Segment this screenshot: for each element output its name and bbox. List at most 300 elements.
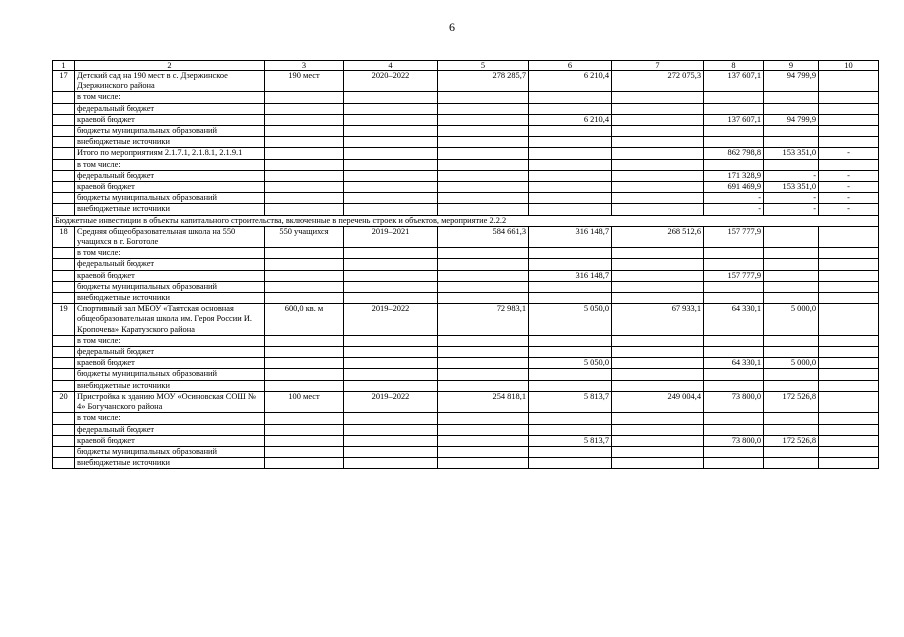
- table-row: [53, 281, 879, 292]
- table-cell: [265, 148, 344, 159]
- table-cell: [612, 335, 704, 346]
- table-cell: [819, 435, 879, 446]
- table-cell: [265, 259, 344, 270]
- table-cell: [764, 424, 819, 435]
- table-cell: [612, 281, 704, 292]
- table-cell: [265, 182, 344, 193]
- table-cell: 2019–2022: [344, 304, 438, 336]
- table-cell: [265, 137, 344, 148]
- table-cell: [53, 270, 75, 281]
- table-cell: краевой бюджет: [75, 435, 265, 446]
- table-cell: 691 469,9: [704, 182, 764, 193]
- table-cell: [704, 159, 764, 170]
- table-cell: бюджеты муниципальных образований: [75, 193, 265, 204]
- table-cell: [265, 424, 344, 435]
- table-cell: [529, 413, 612, 424]
- table-row: [53, 347, 879, 358]
- table-cell: 272 075,3: [612, 71, 704, 92]
- table-cell: -: [704, 204, 764, 215]
- table-cell: [53, 259, 75, 270]
- table-cell: [819, 259, 879, 270]
- table-cell: [819, 304, 879, 336]
- table-cell: 278 285,7: [438, 71, 529, 92]
- table-cell: [53, 446, 75, 457]
- table-cell: [438, 458, 529, 469]
- table-cell: [265, 358, 344, 369]
- table-cell: [529, 293, 612, 304]
- table-cell: [344, 369, 438, 380]
- table-cell: [53, 137, 75, 148]
- table-cell: [819, 92, 879, 103]
- table-cell: [764, 369, 819, 380]
- table-cell: [764, 126, 819, 137]
- table-cell: 137 607,1: [704, 114, 764, 125]
- table-cell: 94 799,9: [764, 114, 819, 125]
- table-cell: [764, 137, 819, 148]
- table-cell: [438, 413, 529, 424]
- table-cell: [265, 114, 344, 125]
- table-cell: [344, 424, 438, 435]
- table-cell: [704, 335, 764, 346]
- table-cell: 2020–2022: [344, 71, 438, 92]
- table-cell: Средняя общеобразовательная школа на 550 учащихся в г. Боготоле: [75, 226, 265, 247]
- table-cell: [529, 248, 612, 259]
- table-cell: 862 798,8: [704, 148, 764, 159]
- table-cell: [438, 148, 529, 159]
- table-cell: 73 800,0: [704, 435, 764, 446]
- table-cell: 2019–2021: [344, 226, 438, 247]
- table-cell: [265, 281, 344, 292]
- table-cell: [438, 358, 529, 369]
- table-cell: Спортивный зал МБОУ «Таятская основная общеобразовательная школа им. Героя России И. Кропочева» Каратузского района: [75, 304, 265, 336]
- table-cell: бюджеты муниципальных образований: [75, 446, 265, 457]
- table-cell: [819, 293, 879, 304]
- table-cell: [438, 204, 529, 215]
- table-cell: 5 050,0: [529, 358, 612, 369]
- table-cell: [704, 293, 764, 304]
- table-row: [53, 170, 879, 181]
- table-cell: [265, 170, 344, 181]
- table-cell: [764, 248, 819, 259]
- table-cell: [344, 126, 438, 137]
- table-cell: -: [764, 193, 819, 204]
- table-cell: [344, 335, 438, 346]
- table-cell: [612, 424, 704, 435]
- table-cell: -: [764, 170, 819, 181]
- table-cell: [53, 159, 75, 170]
- table-cell: 172 526,8: [764, 435, 819, 446]
- table-cell: 17: [53, 71, 75, 92]
- table-cell: 19: [53, 304, 75, 336]
- table-cell: [764, 92, 819, 103]
- table-cell: [704, 281, 764, 292]
- table-cell: [612, 193, 704, 204]
- table-cell: бюджеты муниципальных образований: [75, 126, 265, 137]
- table-cell: 6 210,4: [529, 114, 612, 125]
- table-cell: 254 818,1: [438, 391, 529, 412]
- table-cell: в том числе:: [75, 413, 265, 424]
- table-cell: в том числе:: [75, 335, 265, 346]
- column-header: 7: [612, 61, 704, 71]
- table-cell: внебюджетные источники: [75, 458, 265, 469]
- table-cell: [344, 92, 438, 103]
- table-cell: [704, 137, 764, 148]
- column-header: 8: [704, 61, 764, 71]
- table-cell: [612, 358, 704, 369]
- table-cell: [529, 259, 612, 270]
- table-cell: [344, 347, 438, 358]
- table-cell: [704, 424, 764, 435]
- table-cell: бюджеты муниципальных образований: [75, 281, 265, 292]
- table-cell: 600,0 кв. м: [265, 304, 344, 336]
- table-cell: внебюджетные источники: [75, 137, 265, 148]
- table-cell: [529, 103, 612, 114]
- table-cell: 18: [53, 226, 75, 247]
- table-cell: [265, 446, 344, 457]
- table-row: [53, 458, 879, 469]
- table-cell: [53, 369, 75, 380]
- table-cell: [438, 248, 529, 259]
- table-cell: [612, 248, 704, 259]
- table-cell: [819, 71, 879, 92]
- table-cell: [529, 446, 612, 457]
- table-cell: 153 351,0: [764, 148, 819, 159]
- table-cell: [819, 159, 879, 170]
- table-cell: [438, 92, 529, 103]
- table-row: [53, 126, 879, 137]
- table-cell: федеральный бюджет: [75, 103, 265, 114]
- table-cell: 64 330,1: [704, 304, 764, 336]
- table-cell: [438, 435, 529, 446]
- table-cell: -: [764, 204, 819, 215]
- table-cell: -: [704, 193, 764, 204]
- column-header: 6: [529, 61, 612, 71]
- table-cell: [344, 270, 438, 281]
- table-cell: [764, 347, 819, 358]
- table-cell: -: [819, 182, 879, 193]
- table-cell: Пристройка к зданию МОУ «Осиновская СОШ № 4» Богучанского района: [75, 391, 265, 412]
- table-cell: [344, 148, 438, 159]
- table-cell: [529, 347, 612, 358]
- table-cell: [265, 458, 344, 469]
- table-cell: [529, 170, 612, 181]
- table-cell: 5 050,0: [529, 304, 612, 336]
- table-cell: [819, 446, 879, 457]
- table-cell: федеральный бюджет: [75, 424, 265, 435]
- table-row: [53, 424, 879, 435]
- table-cell: 316 148,7: [529, 270, 612, 281]
- table-row: [53, 92, 879, 103]
- table-cell: [265, 103, 344, 114]
- table-cell: [265, 159, 344, 170]
- table-cell: 5 000,0: [764, 358, 819, 369]
- table-cell: [344, 159, 438, 170]
- table-cell: в том числе:: [75, 92, 265, 103]
- table-row: [53, 226, 879, 247]
- section-heading: Бюджетные инвестиции в объекты капитального строительства, включенные в перечень строек и объектов, мероприятие 2.2.2: [53, 215, 879, 226]
- table-cell: 2019–2022: [344, 391, 438, 412]
- table-cell: [438, 126, 529, 137]
- table-cell: внебюджетные источники: [75, 204, 265, 215]
- table-cell: 172 526,8: [764, 391, 819, 412]
- table-cell: [53, 293, 75, 304]
- table-cell: [529, 148, 612, 159]
- table-row: [53, 446, 879, 457]
- table-row: [53, 304, 879, 336]
- table-cell: [438, 170, 529, 181]
- table-cell: [704, 413, 764, 424]
- table-cell: [764, 226, 819, 247]
- table-cell: [438, 281, 529, 292]
- table-cell: 73 800,0: [704, 391, 764, 412]
- budget-table: [52, 60, 879, 469]
- table-cell: [53, 281, 75, 292]
- table-cell: [438, 159, 529, 170]
- table-cell: [53, 248, 75, 259]
- table-cell: [53, 458, 75, 469]
- table-cell: [265, 248, 344, 259]
- table-cell: [819, 335, 879, 346]
- table-row: [53, 182, 879, 193]
- table-cell: [438, 259, 529, 270]
- table-cell: [265, 204, 344, 215]
- table-cell: [265, 193, 344, 204]
- table-cell: [819, 103, 879, 114]
- table-cell: [529, 126, 612, 137]
- table-cell: 171 328,9: [704, 170, 764, 181]
- table-cell: в том числе:: [75, 159, 265, 170]
- table-cell: [529, 159, 612, 170]
- table-cell: [344, 193, 438, 204]
- table-cell: 550 учащихся: [265, 226, 344, 247]
- table-cell: 157 777,9: [704, 270, 764, 281]
- table-cell: [344, 259, 438, 270]
- table-cell: [265, 369, 344, 380]
- table-cell: [764, 413, 819, 424]
- table-cell: [704, 259, 764, 270]
- table-cell: [529, 458, 612, 469]
- table-cell: [265, 347, 344, 358]
- table-row: [53, 193, 879, 204]
- table-cell: [704, 369, 764, 380]
- table-cell: [612, 458, 704, 469]
- table-cell: 153 351,0: [764, 182, 819, 193]
- table-cell: [438, 347, 529, 358]
- table-cell: [53, 148, 75, 159]
- table-cell: 316 148,7: [529, 226, 612, 247]
- table-cell: [819, 424, 879, 435]
- table-cell: [819, 281, 879, 292]
- table-cell: [344, 204, 438, 215]
- table-row: [53, 293, 879, 304]
- table-cell: [764, 259, 819, 270]
- table-cell: 268 512,6: [612, 226, 704, 247]
- table-cell: [612, 270, 704, 281]
- table-cell: [344, 248, 438, 259]
- column-header: 9: [764, 61, 819, 71]
- table-cell: [344, 114, 438, 125]
- table-cell: [438, 424, 529, 435]
- table-row: [53, 369, 879, 380]
- table-cell: 5 813,7: [529, 435, 612, 446]
- table-cell: [764, 281, 819, 292]
- table-cell: федеральный бюджет: [75, 347, 265, 358]
- table-cell: [529, 281, 612, 292]
- table-cell: [819, 226, 879, 247]
- table-header-row: [53, 61, 879, 71]
- column-header: 2: [75, 61, 265, 71]
- table-cell: в том числе:: [75, 248, 265, 259]
- table-cell: [265, 380, 344, 391]
- table-cell: [53, 92, 75, 103]
- table-cell: [819, 126, 879, 137]
- table-row: [53, 335, 879, 346]
- page-number: 6: [449, 20, 455, 34]
- table-cell: [819, 347, 879, 358]
- table-cell: [819, 380, 879, 391]
- table-cell: [265, 435, 344, 446]
- table-row: [53, 71, 879, 92]
- table-cell: [53, 424, 75, 435]
- table-cell: [764, 270, 819, 281]
- table-cell: [53, 358, 75, 369]
- table-cell: [612, 170, 704, 181]
- table-row: [53, 159, 879, 170]
- table-cell: [53, 103, 75, 114]
- table-cell: [819, 369, 879, 380]
- column-header: 1: [53, 61, 75, 71]
- table-cell: [612, 182, 704, 193]
- table-cell: [764, 159, 819, 170]
- table-cell: 64 330,1: [704, 358, 764, 369]
- table-cell: [265, 126, 344, 137]
- table-cell: [612, 369, 704, 380]
- table-cell: [819, 413, 879, 424]
- table-cell: [612, 126, 704, 137]
- table-cell: [344, 103, 438, 114]
- table-cell: [265, 413, 344, 424]
- table-cell: 584 661,3: [438, 226, 529, 247]
- table-row: [53, 259, 879, 270]
- table-cell: [819, 248, 879, 259]
- table-cell: [344, 435, 438, 446]
- table-cell: 6 210,4: [529, 71, 612, 92]
- table-cell: [344, 446, 438, 457]
- table-cell: [612, 347, 704, 358]
- table-cell: [529, 424, 612, 435]
- table-cell: [438, 114, 529, 125]
- table-cell: [764, 458, 819, 469]
- table-cell: [53, 347, 75, 358]
- table-cell: [612, 137, 704, 148]
- table-cell: [438, 103, 529, 114]
- table-cell: [265, 293, 344, 304]
- table-cell: [764, 293, 819, 304]
- table-cell: [438, 182, 529, 193]
- table-cell: [704, 248, 764, 259]
- table-cell: бюджеты муниципальных образований: [75, 369, 265, 380]
- column-header: 5: [438, 61, 529, 71]
- table-cell: федеральный бюджет: [75, 259, 265, 270]
- table-cell: 249 004,4: [612, 391, 704, 412]
- column-header: 3: [265, 61, 344, 71]
- table-cell: 72 983,1: [438, 304, 529, 336]
- table-cell: [529, 137, 612, 148]
- table-cell: [438, 335, 529, 346]
- table-cell: [438, 380, 529, 391]
- table-cell: [53, 204, 75, 215]
- table-cell: [438, 293, 529, 304]
- table-cell: [529, 193, 612, 204]
- table-cell: 5 813,7: [529, 391, 612, 412]
- table-cell: [704, 446, 764, 457]
- table-cell: 137 607,1: [704, 71, 764, 92]
- table-row: [53, 358, 879, 369]
- table-cell: 67 933,1: [612, 304, 704, 336]
- table-cell: [344, 170, 438, 181]
- table-cell: -: [819, 204, 879, 215]
- table-cell: краевой бюджет: [75, 358, 265, 369]
- table-row: [53, 103, 879, 114]
- table-cell: [612, 413, 704, 424]
- table-row: [53, 204, 879, 215]
- table-cell: 20: [53, 391, 75, 412]
- table-cell: [53, 182, 75, 193]
- table-cell: [265, 92, 344, 103]
- table-cell: [819, 458, 879, 469]
- table-cell: [704, 126, 764, 137]
- table-cell: [438, 369, 529, 380]
- table-cell: [344, 281, 438, 292]
- table-cell: [612, 103, 704, 114]
- table-cell: [53, 170, 75, 181]
- table-cell: [344, 293, 438, 304]
- table-cell: [438, 193, 529, 204]
- table-cell: [344, 358, 438, 369]
- table-cell: [53, 413, 75, 424]
- table-row: [53, 114, 879, 125]
- table-cell: внебюджетные источники: [75, 380, 265, 391]
- table-cell: краевой бюджет: [75, 270, 265, 281]
- table-cell: [612, 159, 704, 170]
- table-cell: [764, 103, 819, 114]
- table-cell: [53, 435, 75, 446]
- table-cell: [53, 114, 75, 125]
- table-cell: [344, 458, 438, 469]
- table-cell: [529, 380, 612, 391]
- table-cell: [612, 446, 704, 457]
- table-row: [53, 248, 879, 259]
- table-cell: краевой бюджет: [75, 182, 265, 193]
- table-cell: [438, 446, 529, 457]
- table-cell: 100 мест: [265, 391, 344, 412]
- table-row: [53, 215, 879, 226]
- table-cell: [819, 137, 879, 148]
- table-cell: [704, 103, 764, 114]
- column-header: 10: [819, 61, 879, 71]
- table-row: [53, 270, 879, 281]
- table-cell: [438, 137, 529, 148]
- table-cell: [612, 148, 704, 159]
- table-cell: [53, 126, 75, 137]
- table-row: [53, 380, 879, 391]
- table-cell: 94 799,9: [764, 71, 819, 92]
- table-cell: [819, 358, 879, 369]
- table-cell: [612, 92, 704, 103]
- table-row: [53, 413, 879, 424]
- table-cell: [529, 182, 612, 193]
- table-cell: [265, 270, 344, 281]
